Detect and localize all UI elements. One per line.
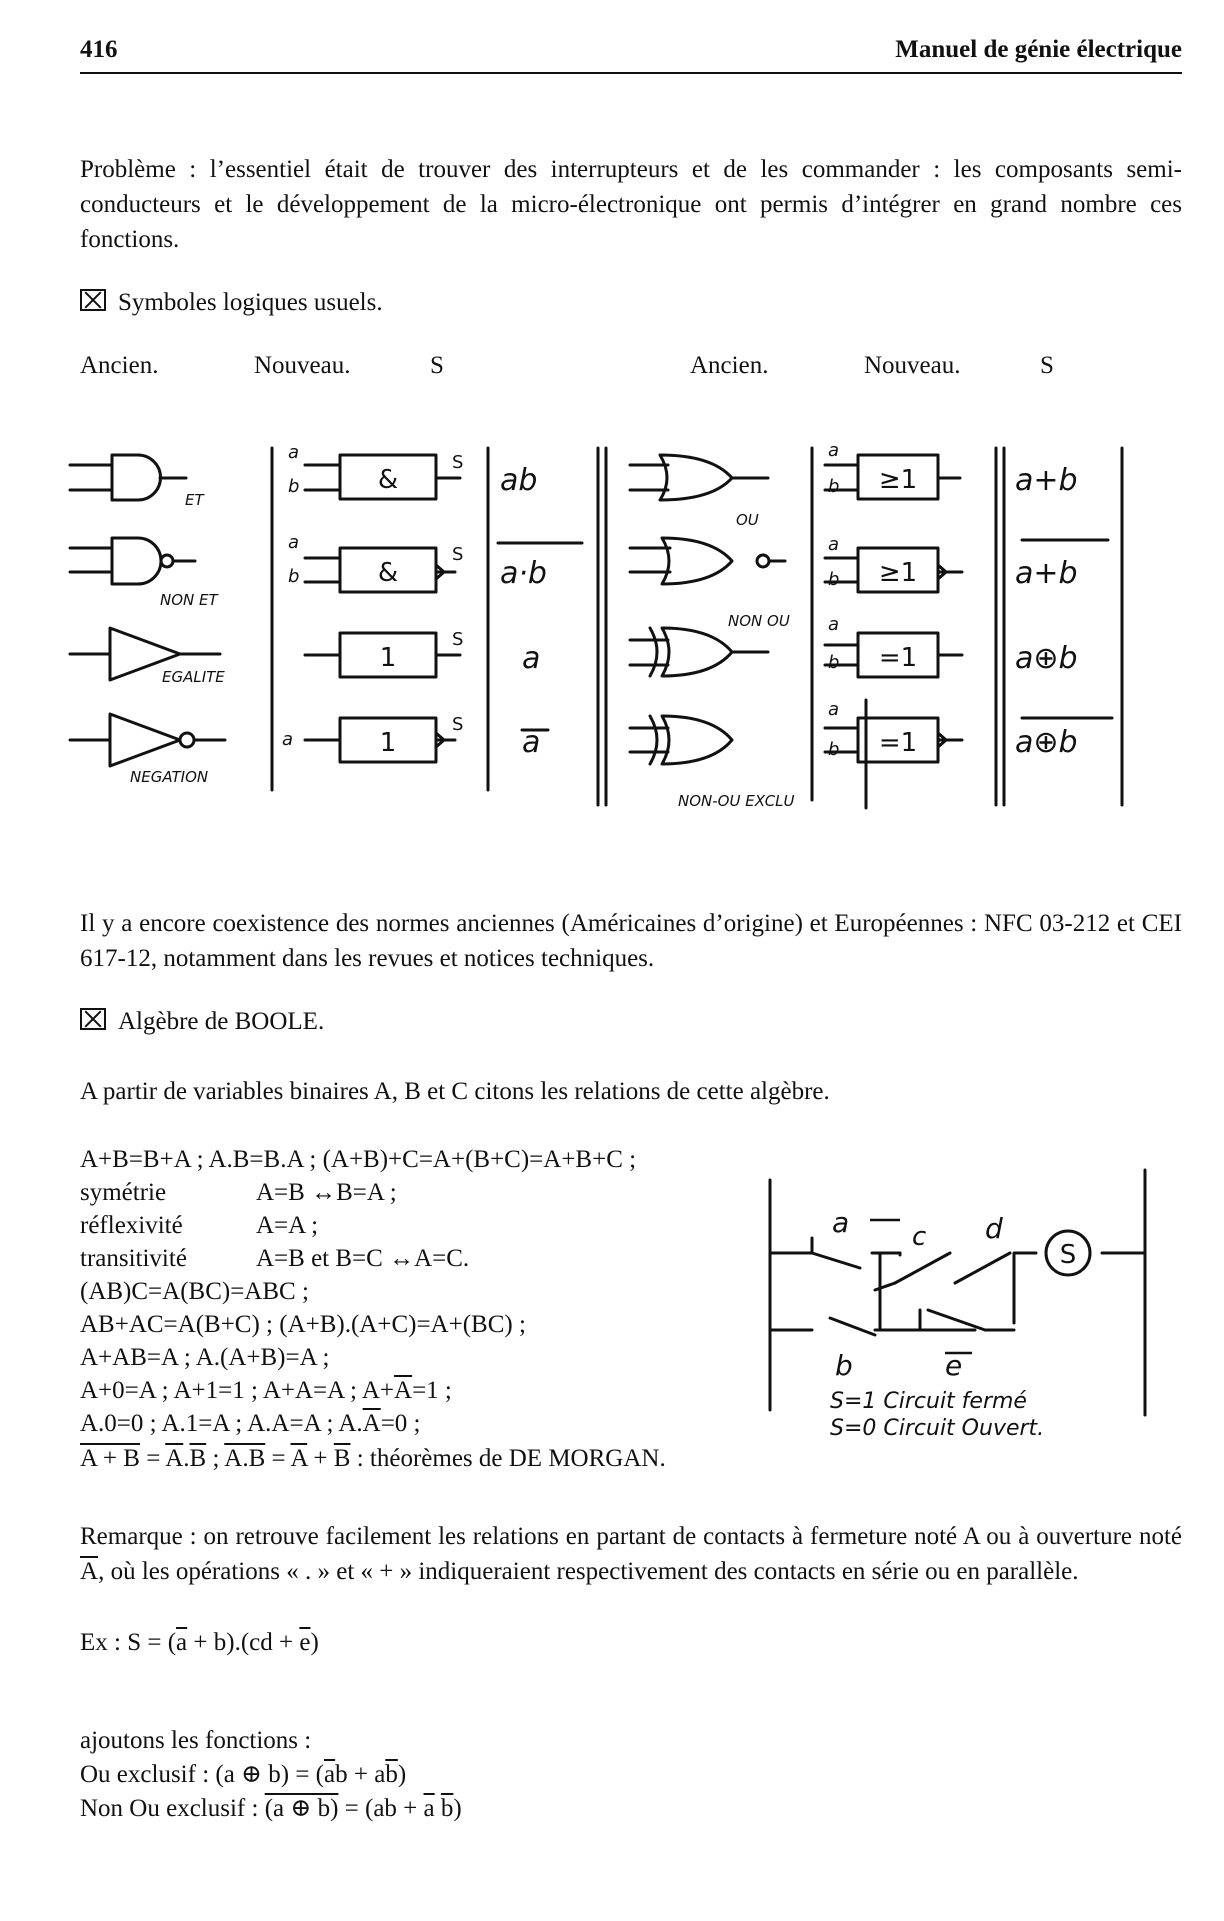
de-morgan-lhs-1: A + B [80,1445,140,1472]
running-title: Manuel de génie électrique [895,36,1182,63]
relation-transitivity-label: transitivité [80,1245,187,1272]
result-nor: a+b [1015,556,1078,591]
relation-identities-product [80,1407,420,1440]
negated-a: $\overline{a}$ [324,1761,336,1788]
output-s-buffer: S [452,629,464,650]
plus: + [307,1445,334,1472]
input-b-xnor: b [828,739,840,760]
checkbox-x-icon [80,1008,106,1030]
relation-part: A+0=A ; A+1=1 ; A+A=A ; A+ [80,1377,395,1404]
result-and: ab [500,463,538,498]
input-b-nor: b [828,569,840,590]
result-xor: a⊕b [1015,641,1078,676]
boole-intro: A partir de variables binaires A, B et C citons les relations de cette algèbre. [80,1078,830,1105]
equals: = [265,1445,291,1472]
negated-b: $\overline{b}$ [385,1761,398,1788]
new-nor-symbol: ≥1 [878,558,918,588]
gate-label-non-ou: NON OU [728,612,790,630]
section-symbols-title: Symboles logiques usuels. [118,289,383,316]
remark-paragraph [80,1519,1182,1589]
relation-associativity: (AB)C=A(BC)=ABC ; [80,1278,309,1305]
negated-a: $\overline{A}$ [362,1410,381,1437]
xnor-line [80,1792,462,1825]
section-boole [80,1005,324,1038]
output-s-nand: S [452,544,464,565]
relation-transitivity [80,1242,470,1275]
input-a-or: a [828,440,840,461]
new-nand-symbol: & [377,558,399,588]
input-a-and: a [288,442,300,463]
relation-part: A.0=0 ; A.1=A ; A.A=A ; A. [80,1410,363,1437]
gate-label-negation: NEGATION [130,768,209,786]
new-not-symbol: 1 [379,728,397,758]
equals: = [139,1445,166,1472]
result-buffer: a [522,641,541,676]
relation-symmetry-label: symétrie [80,1179,167,1206]
remark-text-b: , où les opérations « . » et « + » indiqueraient respectivement des contacts en série ou en parallèle. [98,1558,1079,1585]
relation-part: =0 ; [380,1410,421,1437]
negated-a: $\overline{a}$ [176,1629,188,1656]
header-nouveau-right: Nouveau. [864,352,961,379]
xor-end: ) [397,1761,407,1788]
circuit-label-a: a [832,1206,850,1239]
xnor-label: Non Ou exclusif : [80,1795,265,1822]
output-s-not: S [452,714,464,735]
gate-label-non-et: NON ET [160,591,218,609]
new-xnor-symbol: =1 [878,728,918,758]
xnor-rhs: = (ab + [338,1795,424,1822]
xor-line [80,1758,406,1791]
de-morgan-lhs-2: A.B [224,1445,266,1472]
circuit-note-0: S=0 Circuit Ouvert. [830,1416,1045,1441]
dot: . [183,1445,190,1472]
negated-a: $\overline{A}$ [394,1377,413,1404]
circuit-label-d: d [985,1212,1003,1245]
input-a-xnor: a [828,699,840,720]
xor-term: b + a [335,1761,386,1788]
example-part: Ex : S = ( [80,1629,177,1656]
header-ancien-right: Ancien. [690,352,769,379]
remark-text-a: Remarque : on retrouve facilement les relations en partant de contacts à fermeture noté A ou à ouverture noté [80,1523,1182,1550]
input-a-nand: a [288,532,300,553]
header-nouveau-left: Nouveau. [254,352,351,379]
relation-transitivity-expr: A=B et B=C ↔A=C. [256,1245,470,1272]
negated-a: $\overline{A}$ [80,1558,99,1585]
intro-paragraph: Problème : l’essentiel était de trouver des interrupteurs et de les commander : les composants semi-conducteurs et le développement de la micro-électronique ont permis d’intégrer en grand nombre ces fonctions. [80,156,1182,253]
negated-b: $\overline{B}$ [189,1445,207,1472]
separator: ; [206,1445,225,1472]
relation-absorption: A+AB=A ; A.(A+B)=A ; [80,1344,330,1371]
page-number: 416 [80,36,118,63]
relation-symmetry-expr: A=B ↔B=A ; [256,1179,397,1206]
result-xnor: a⊕b [1015,725,1078,760]
example-part: + b).(cd + [187,1629,300,1656]
relation-distributivity: AB+AC=A(B+C) ; (A+B).(A+C)=A+(BC) ; [80,1311,526,1338]
new-or-symbol: ≥1 [878,465,918,495]
section-boole-title: Algèbre de BOOLE. [118,1008,325,1035]
relation-part: =1 ; [412,1377,452,1404]
circuit-output-s: S [1059,1240,1077,1270]
input-b-xor: b [828,652,840,673]
relation-identities-sum [80,1374,452,1407]
input-a-xor: a [828,614,840,635]
gate-label-egalite: EGALITE [162,668,225,686]
example-part: ) [310,1629,319,1656]
output-s-and: S [452,452,464,473]
header-s-right: S [1040,352,1054,379]
negated-b: $\overline{B}$ [333,1445,351,1472]
example-line [80,1626,319,1659]
result-or: a+b [1015,463,1078,498]
gate-label-et: ET [185,491,204,509]
relation-reflexivity [80,1209,319,1242]
relation-commutativity: A+B=B+A ; A.B=B.A ; (A+B)+C=A+(B+C)=A+B+C ; [80,1146,637,1173]
header-ancien-left: Ancien. [80,352,159,379]
new-buffer-symbol: 1 [379,643,397,673]
xor-lhs: (a ⊕ b) = ( [215,1761,325,1788]
circuit-label-b: b [835,1349,853,1382]
gate-label-non-ou-exclu: NON-OU EXCLU [678,792,795,810]
input-b-and: b [288,476,300,497]
relation-symmetry [80,1176,397,1209]
negated-a: $\overline{A}$ [290,1445,308,1472]
input-b-or: b [828,476,840,497]
functions-intro: ajoutons les fonctions : [80,1727,312,1754]
result-not: a [522,725,541,760]
negated-b: $\overline{b}$ [440,1795,454,1822]
result-nand: a·b [500,556,547,591]
new-xor-symbol: =1 [878,643,918,673]
xnor-end: ) [453,1795,462,1822]
relation-reflexivity-label: réflexivité [80,1212,183,1239]
input-a-not: a [282,729,294,750]
negated-a: $\overline{a}$ [423,1795,435,1822]
xnor-lhs: (a ⊕ b) [264,1795,339,1822]
input-a-nor: a [828,534,840,555]
norms-paragraph: Il y a encore coexistence des normes anciennes (Américaines d’origine) et Européennes : NFC 03-212 et CEI 617-12, notamment dans les revues et notices techniques. [80,910,1182,972]
negated-e: $\overline{e}$ [299,1629,311,1656]
input-b-nand: b [288,566,300,587]
gate-label-ou: OU [736,511,759,529]
relation-reflexivity-expr: A=A ; [256,1212,319,1239]
circuit-label-c: c [912,1222,927,1252]
relation-de-morgan [80,1442,666,1475]
de-morgan-caption: : théorèmes de DE MORGAN. [350,1445,666,1472]
negated-a: $\overline{A}$ [165,1445,184,1472]
circuit-note-1: S=1 Circuit fermé [830,1389,1027,1414]
circuit-label-e: e [945,1349,963,1382]
header-s-left: S [430,352,444,379]
xor-label: Ou exclusif : [80,1761,216,1788]
new-and-symbol: & [377,465,399,495]
